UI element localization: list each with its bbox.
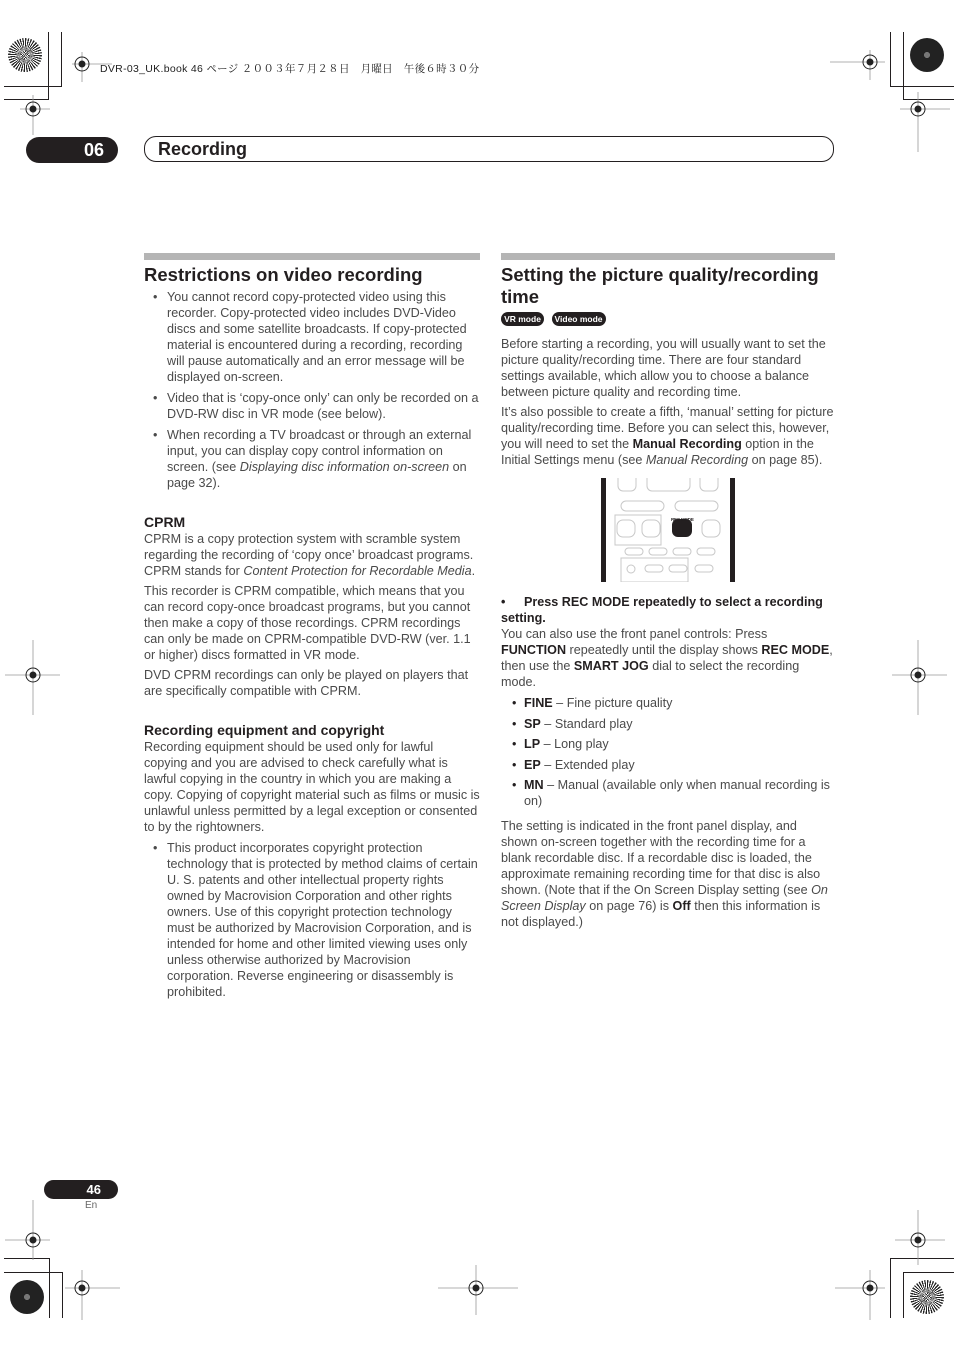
paragraph: You can also use the front panel controls: Press FUNCTION repeatedly until the display shows REC MODE, then use the SMART JOG dial to select the recording mode. <box>501 627 833 689</box>
crosshair-icon <box>438 1265 518 1315</box>
crop-mark <box>4 86 62 87</box>
crosshair-icon <box>65 1270 120 1320</box>
registration-disc-icon <box>8 38 42 72</box>
copyright-heading: Recording equipment and copyright <box>144 722 385 738</box>
crop-mark <box>903 1272 954 1273</box>
cross-reference: Displaying disc information on-screen <box>239 460 450 474</box>
rec-mode-label: REC MODE <box>671 517 694 522</box>
crop-mark <box>903 32 904 100</box>
page-number: 46 <box>44 1180 118 1199</box>
paragraph: CPRM is a copy protection system with scramble system regarding the recording of ‘copy once’ broadcast programs. CPRM stands for Content Protection for Recordable Media. <box>144 532 476 578</box>
paragraph: Before starting a recording, you will usually want to set the picture quality/recording time. There are four standard settings available, which allow you to choose a balance between picture quality and recording time. <box>501 337 826 399</box>
chapter-number: 06 <box>26 137 118 163</box>
chapter-title: Recording <box>144 136 834 162</box>
crosshair-icon <box>835 1270 885 1320</box>
crop-mark <box>62 1272 63 1318</box>
list-item: • SP – Standard play <box>501 716 835 732</box>
right-column <box>501 253 835 934</box>
crop-mark <box>48 32 49 100</box>
registration-disc-icon <box>910 38 944 72</box>
crosshair-icon <box>895 1210 945 1265</box>
list-item: • FINE – Fine picture quality <box>501 695 835 711</box>
cprm-heading: CPRM <box>144 514 186 530</box>
list-item: • LP – Long play <box>501 736 835 752</box>
paragraph: It’s also possible to create a fifth, ‘manual’ setting for picture quality/recording time. Before you can select this, however, you will need to set the Manual Recording option in the Initial Settings menu (see Manual Recording on page 85). <box>501 405 834 467</box>
mode-badges <box>501 312 835 326</box>
paragraph: DVD CPRM recordings can only be played on players that are specifically compatible with CPRM. <box>144 668 469 698</box>
crop-mark <box>903 1272 904 1318</box>
vr-mode-badge: VR mode <box>501 312 544 326</box>
crop-mark <box>61 32 62 87</box>
remote-control-illustration <box>601 478 735 582</box>
crop-mark <box>4 1272 63 1273</box>
crosshair-icon <box>900 92 950 152</box>
section-title: Setting the picture quality/recording time <box>501 264 819 307</box>
paragraph: The setting is indicated in the front panel display, and shown on-screen together with the recording time for a blank recordable disc. If a recordable disc is loaded, the approximate remaining recording time for that disc is also shown. (Note that if the On Screen Display setting (see On Screen Display on page 76) is Off then this information is not displayed.) <box>501 819 828 929</box>
crosshair-icon <box>892 640 947 715</box>
step-instruction: • Press REC MODE repeatedly to select a recording setting. <box>501 595 823 625</box>
paragraph: This recorder is CPRM compatible, which means that you can record copy-once broadcast programs, but you cannot then make a copy of those recordings. CPRM recordings can only be made on CPRM-compatible DVD-RW (ver. 1.1 or higher) discs formatted in VR mode. <box>144 584 471 662</box>
remote-icon <box>601 478 735 582</box>
crosshair-icon <box>5 1200 50 1260</box>
crop-mark <box>890 1258 891 1318</box>
crop-mark <box>890 32 891 87</box>
registration-disc-icon <box>10 1280 44 1314</box>
print-header: DVR-03_UK.book 46 ページ ２００３年７月２８日 月曜日 午後６時３０分 <box>100 63 480 75</box>
section-rule <box>144 253 480 260</box>
crosshair-icon <box>830 50 885 80</box>
list-item: • This product incorporates copyright protection technology that is protected by method claims of certain U. S. patents and other intellectual property rights owned by Macrovision Corporation and other rights owners. Use of this copyright protection technology must be authorized by Macrovision Corporation, and is intended for home and other limited viewing uses only unless otherwise authorized by Macrovision corporation. Reverse engineering or disassembly is prohibited. <box>144 840 480 1000</box>
list-item: • EP – Extended play <box>501 757 835 773</box>
list-item: • You cannot record copy-protected video using this recorder. Copy-protected video includes DVD-Video discs and some satellite broadcasts. If copy-protected material is encountered during a recording, recording will pause automatically and an error message will be displayed on-screen. <box>144 289 480 385</box>
recording-modes-list <box>501 695 835 809</box>
list-item: • MN – Manual (available only when manual recording is on) <box>501 777 835 809</box>
crosshair-icon <box>20 95 50 135</box>
left-column <box>144 253 480 1005</box>
list-item: • When recording a TV broadcast or through an external input, you can display copy control information on screen. (see Displaying disc information on-screen on page 32). <box>144 427 480 491</box>
list-item: • Video that is ‘copy-once only’ can only be recorded on a DVD-RW disc in VR mode (see below). <box>144 390 480 422</box>
section-title: Restrictions on video recording <box>144 264 423 285</box>
section-rule <box>501 253 835 260</box>
language-code: En <box>85 1200 98 1211</box>
crop-mark <box>49 1258 50 1318</box>
registration-disc-icon <box>910 1280 944 1314</box>
crop-mark <box>890 86 954 87</box>
paragraph: Recording equipment should be used only for lawful copying and you are advised to check carefully what is lawful copying in the country in which you are making a copy. Copying of copyright material such as films or music is unlawful unless permitted by a legal exception or consented to by the rightowners. <box>144 740 480 834</box>
restrictions-list <box>144 289 480 491</box>
video-mode-badge: Video mode <box>552 312 606 326</box>
crosshair-icon <box>5 640 60 715</box>
